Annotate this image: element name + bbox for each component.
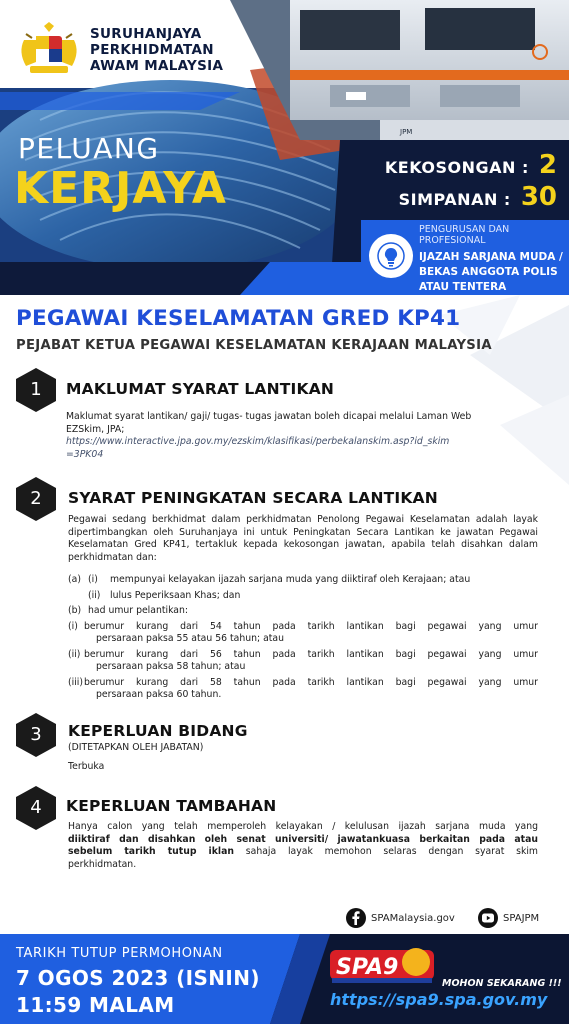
condition-a-i-label: (i) — [88, 574, 98, 585]
age-condition-2 — [68, 649, 538, 674]
ezskim-link-line-2[interactable]: =3PK04 — [66, 448, 104, 460]
condition-a-i-text: mempunyai kelayakan ijazah sarjana muda yang diiktiraf oleh Kerajaan; atau — [110, 574, 471, 585]
category-group-line-2: PROFESIONAL — [419, 235, 486, 246]
section-4-body — [68, 821, 538, 871]
kekosongan-label: KEKOSONGAN : — [384, 158, 529, 177]
condition-a-i — [68, 574, 538, 587]
simpanan-stat — [399, 182, 557, 212]
ezskim-link-line-1[interactable]: https://www.interactive.jpa.gov.my/ezskim/klasifikasi/perbekalanskim.asp?id_skim — [66, 436, 450, 447]
facebook-handle[interactable]: SPAMalaysia.gov — [371, 912, 455, 924]
apply-now-text: MOHON SEKARANG !!! — [442, 978, 562, 989]
age-condition-3-label: (iii) — [68, 676, 84, 688]
lightbulb-icon — [369, 234, 413, 278]
agency-line-2: PERKHIDMATAN — [90, 42, 214, 58]
section-1-line-1: Maklumat syarat lantikan/ gaji/ tugas- tugas jawatan boleh dicapai melalui Laman Web — [66, 411, 472, 422]
youtube-icon — [478, 908, 498, 928]
section-4-heading: KEPERLUAN TAMBAHAN — [66, 797, 277, 815]
section-3-value: Terbuka — [68, 761, 105, 772]
section-3-number: 3 — [30, 724, 42, 745]
age-condition-3 — [68, 677, 538, 702]
section-4-number: 4 — [30, 797, 42, 818]
qualification-line-2: BEKAS ANGGOTA POLIS — [419, 266, 558, 278]
ezskim-link[interactable] — [66, 436, 536, 461]
category-group — [419, 224, 509, 246]
qualification-line-1: IJAZAH SARJANA MUDA / — [419, 251, 563, 263]
section-3-heading: KEPERLUAN BIDANG — [68, 722, 248, 740]
section-1-line-2: EZSkim, JPA; — [66, 423, 125, 435]
section-4-badge — [16, 786, 56, 830]
age-condition-3-line-1: berumur kurang dari 58 tahun pada tarikh lantikan bagi pegawai yang umur — [84, 676, 538, 688]
closing-date-label: TARIKH TUTUP PERMOHONAN — [16, 946, 223, 961]
peluang-text: PELUANG — [18, 132, 160, 165]
age-condition-1-line-2: persaraan paksa 55 atau 56 tahun; atau — [96, 633, 285, 644]
condition-b-text: had umur pelantikan: — [88, 605, 189, 616]
agency-line-3: AWAM MALAYSIA — [90, 58, 224, 74]
section-4-line-3 — [68, 846, 538, 859]
section-4-line-1: Hanya calon yang telah memperoleh kelayakan / kelulusan ijazah sarjana muda yang — [68, 821, 538, 832]
section-1-badge — [16, 368, 56, 412]
condition-a-label: (a) — [68, 574, 81, 585]
simpanan-label: SIMPANAN : — [398, 190, 511, 209]
facebook-link[interactable] — [346, 908, 455, 928]
section-2-conditions — [68, 574, 538, 702]
header-banner — [0, 0, 569, 295]
section-4-line-3-rest: sahaja layak memohon selaras dengan syarat skim — [234, 846, 538, 857]
kekosongan-value: 2 — [538, 150, 557, 180]
section-2-intro: Pegawai sedang berkhidmat dalam perkhidmatan Penolong Pegawai Keselamatan adalah layak dipertimbangkan oleh Suruhanjaya ini untuk Peningkatan Secara Lantikan ke jawatan Pegawai Keselamatan Gred KP41, tertakluk kepada kekosongan jawatan, apabila telah disahkan dalam perkhidmatan dan: — [68, 514, 538, 563]
age-condition-1-label: (i) — [68, 620, 78, 632]
age-condition-1-line-1: berumur kurang dari 54 tahun pada tarikh lantikan bagi pegawai yang umur — [84, 620, 538, 632]
agency-logo-area — [16, 22, 223, 78]
condition-a-ii-text: lulus Peperiksaan Khas; dan — [110, 589, 241, 601]
section-4-line-2: diiktiraf dan disahkan oleh senat universiti/ jawatankuasa berkaitan pada atau — [68, 833, 538, 845]
condition-a-ii — [68, 590, 538, 603]
closing-date: 7 OGOS 2023 (ISNIN) — [16, 966, 260, 990]
section-3-note: (DITETAPKAN OLEH JABATAN) — [68, 742, 204, 753]
age-condition-2-line-1: berumur kurang dari 56 tahun pada tarikh lantikan bagi pegawai yang umur — [84, 648, 538, 660]
age-condition-3-line-2: persaraan paksa 60 tahun. — [96, 689, 222, 700]
apply-url-link[interactable]: https://spa9.spa.gov.my — [330, 990, 548, 1009]
kekosongan-stat — [385, 150, 557, 180]
agency-line-1: SURUHANJAYA — [90, 26, 202, 42]
section-2-number: 2 — [30, 488, 42, 509]
department-name: PEJABAT KETUA PEGAWAI KESELAMATAN KERAJAAN MALAYSIA — [16, 338, 492, 353]
category-box — [361, 220, 569, 295]
qualification-line-3: ATAU TENTERA — [419, 281, 507, 293]
simpanan-value: 30 — [520, 182, 557, 212]
facebook-icon — [346, 908, 366, 928]
section-4-line-4: perkhidmatan. — [68, 858, 137, 870]
section-1-number: 1 — [30, 379, 42, 400]
section-4-line-3-bold: sebelum tarikh tutup iklan — [68, 846, 234, 857]
condition-b — [68, 605, 538, 618]
spa9-logo — [330, 944, 440, 988]
youtube-handle[interactable]: SPAJPM — [503, 912, 540, 924]
condition-a-ii-label: (ii) — [88, 589, 101, 601]
job-title: PEGAWAI KESELAMATAN GRED KP41 — [16, 306, 461, 331]
section-1-body — [66, 411, 536, 461]
kerjaya-text: KERJAYA — [14, 163, 227, 214]
section-1-heading: MAKLUMAT SYARAT LANTIKAN — [66, 380, 335, 398]
malaysia-crest-icon — [16, 22, 82, 78]
section-3-badge — [16, 713, 56, 757]
condition-b-label: (b) — [68, 605, 82, 616]
age-condition-2-line-2: persaraan paksa 58 tahun; atau — [96, 661, 246, 672]
age-condition-1 — [68, 621, 538, 646]
closing-time: 11:59 MALAM — [16, 993, 175, 1017]
section-2-badge — [16, 477, 56, 521]
spa9-logo-text: SPA9 — [336, 955, 399, 980]
age-condition-2-label: (ii) — [68, 648, 81, 660]
category-group-line-1: PENGURUSAN DAN — [419, 224, 510, 235]
section-2-heading: SYARAT PENINGKATAN SECARA LANTIKAN — [68, 489, 438, 507]
svg-text:JPM: JPM — [400, 128, 413, 136]
youtube-link[interactable] — [478, 908, 539, 928]
category-qualification — [419, 250, 563, 295]
agency-name — [90, 26, 223, 74]
